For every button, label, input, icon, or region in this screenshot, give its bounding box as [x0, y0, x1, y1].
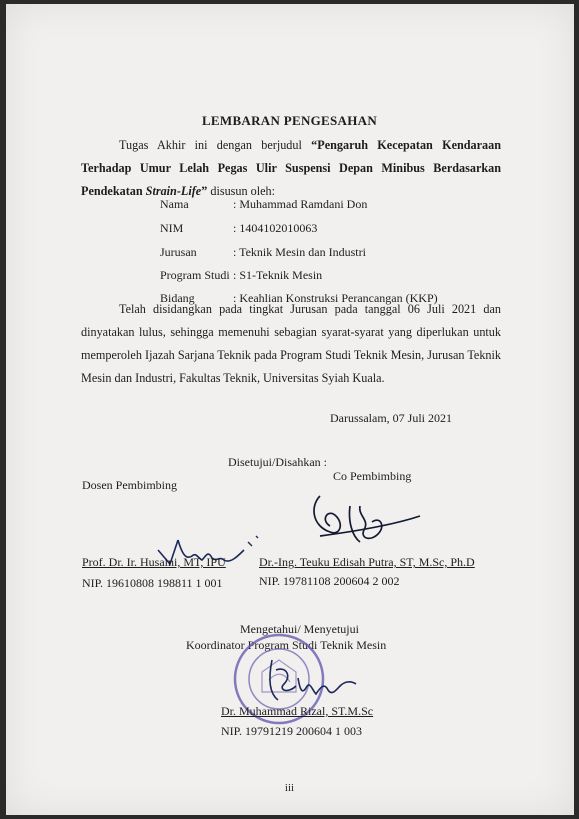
supervisor-name: Prof. Dr. Ir. Husaini, MT, IPU	[82, 555, 226, 569]
supervisor-nip: NIP. 19610808 198811 1 001	[82, 576, 223, 590]
co-supervisor-signature	[300, 486, 430, 556]
coordinator-nip: NIP. 19791219 200604 1 003	[221, 724, 363, 738]
info-row-name: Nama : Muhammad Ramdani Don	[160, 197, 368, 211]
thesis-title: “Pengaruh Kecepatan Kendaraan Terhadap Umur Lelah Pegas Ulir Suspensi Depan Minibus Berdasarkan Pendekatan	[81, 138, 501, 198]
info-row-jurusan: Jurusan : Teknik Mesin dan Industri	[160, 245, 366, 259]
acknowledged-label: Mengetahui/ Menyetujui	[240, 622, 359, 636]
co-supervisor-name: Dr.-Ing. Teuku Edisah Putra, ST, M.Sc, Ph.D	[259, 555, 475, 569]
page-number: iii	[284, 782, 295, 794]
coordinator-signature	[262, 650, 362, 710]
info-row-nim: NIM : 1404102010063	[160, 221, 318, 235]
approved-label: Disetujui/Disahkan :	[228, 455, 327, 469]
intro-tail: disusun oleh:	[207, 184, 276, 198]
co-supervisor-nip: NIP. 19781108 200604 2 002	[259, 574, 400, 588]
info-row-program: Program Studi : S1-Teknik Mesin	[160, 268, 323, 282]
coordinator-name: Dr. Muhammad Rizal, ST.M.Sc	[221, 704, 374, 718]
coordinator-role: Koordinator Program Studi Teknik Mesin	[186, 638, 387, 652]
thesis-title-end: ”	[201, 184, 208, 198]
intro-paragraph	[81, 134, 501, 203]
co-supervisor-role: Co Pembimbing	[333, 469, 412, 483]
statement-paragraph: Telah disidangkan pada tingkat Jurusan pada tanggal 06 Juli 2021 dan dinyatakan lulus, sehingga memenuhi sebagian syarat-syarat yang diperlukan untuk memperoleh Ijazah Sarjana Teknik pada Program Studi Teknik Mesin, Jurusan Teknik Mesin dan Industri, Fakultas Teknik, Universitas Syiah Kuala.	[81, 302, 501, 385]
intro-lead: Tugas Akhir ini dengan berjudul	[119, 138, 312, 152]
place-date: Darussalam, 07 Juli 2021	[330, 411, 452, 425]
page-title: LEMBARAN PENGESAHAN	[201, 113, 378, 128]
info-row-bidang: Bidang : Keahlian Konstruksi Perancangan (KKP)	[160, 291, 438, 305]
supervisor-role: Dosen Pembimbing	[82, 478, 177, 492]
thesis-title-italic: Strain-Life	[145, 184, 202, 198]
